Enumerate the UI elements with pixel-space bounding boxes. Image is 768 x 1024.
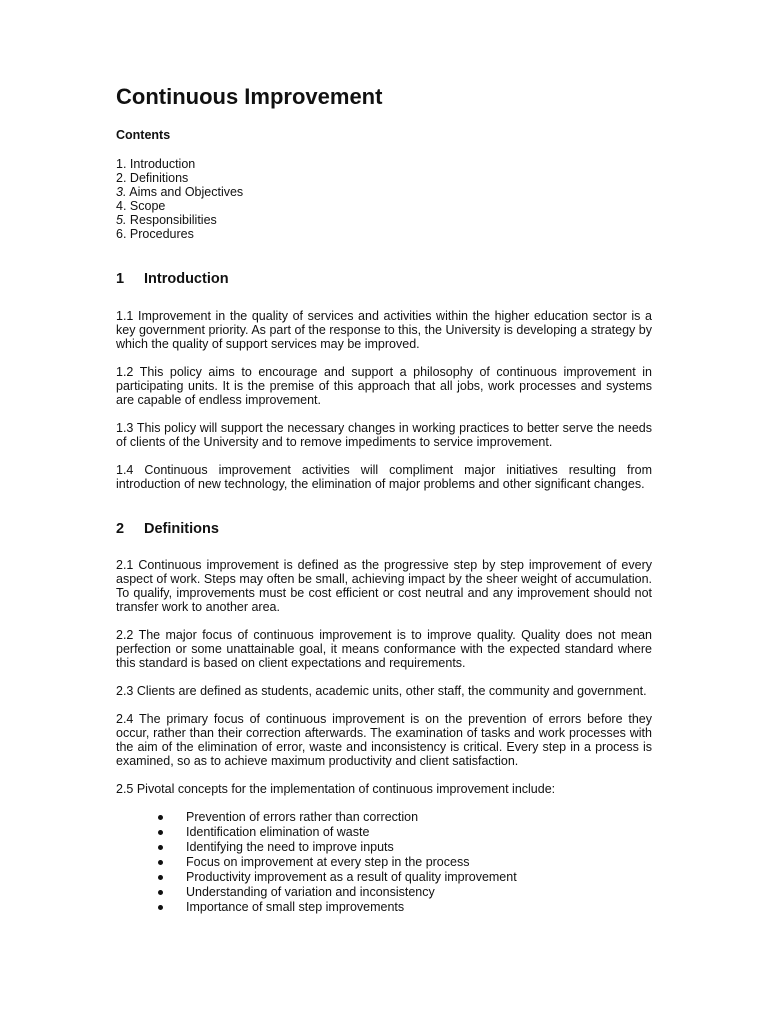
bullet-item	[158, 900, 652, 915]
toc-item-number: 6.	[116, 227, 127, 242]
toc-item-label: Procedures	[129, 227, 194, 242]
bullet-icon	[158, 860, 163, 865]
paragraph: 1.1 Improvement in the quality of services and activities within the higher education sector is a key government priority. As part of the response to this, the University is developing a strategy by which the quality of support services may be improved.	[116, 308, 652, 351]
bullet-item	[158, 810, 652, 825]
bullet-icon	[158, 890, 163, 895]
toc-item-number: 2.	[116, 171, 127, 186]
toc-item-number: 4.	[116, 199, 127, 214]
bullet-icon	[158, 815, 163, 820]
section-spacer	[116, 505, 652, 521]
section-title: Introduction	[144, 271, 229, 288]
toc-item-number: 3.	[116, 185, 127, 200]
bullet-icon	[158, 830, 163, 835]
section-introduction	[116, 271, 652, 490]
toc-item-label: Responsibilities	[129, 213, 217, 228]
paragraph: 2.3 Clients are defined as students, academic units, other staff, the community and government.	[116, 684, 647, 699]
toc-item-number: 5.	[116, 213, 127, 228]
paragraph: 2.1 Continuous improvement is defined as the progressive step by step improvement of every aspect of work. Steps may often be small, achieving impact by the sheer weight of accumulation. To qualify, improvements must be cost efficient or cost neutral and any improvement should not transfer work to another area.	[116, 558, 652, 615]
bullet-item	[158, 825, 652, 840]
toc-item-label: Introduction	[129, 157, 196, 172]
bullet-list	[116, 810, 652, 915]
section-heading	[116, 521, 652, 538]
paragraph: 1.3 This policy will support the necessary changes in working practices to better serve the needs of clients of the University and to remove impediments to service improvement.	[116, 420, 652, 449]
toc-item	[116, 199, 652, 213]
bullet-icon	[158, 845, 163, 850]
paragraph: 2.4 The primary focus of continuous improvement is on the prevention of errors before they occur, rather than their correction afterwards. The examination of tasks and work processes with the aim of the elimination of error, waste and inconsistency is critical. Every step in a process is examined, so as to achieve maximum productivity and client satisfaction.	[116, 712, 652, 769]
bullet-text: Prevention of errors rather than correction	[186, 810, 419, 825]
paragraph: 2.5 Pivotal concepts for the implementation of continuous improvement include:	[116, 782, 556, 797]
document-title: Continuous Improvement	[116, 84, 383, 109]
bullet-text: Importance of small step improvements	[186, 900, 405, 915]
toc-item-label: Scope	[129, 199, 166, 214]
table-of-contents	[116, 157, 652, 241]
toc-item	[116, 171, 652, 185]
contents-heading: Contents	[116, 128, 171, 143]
toc-item	[116, 213, 652, 227]
bullet-text: Identification elimination of waste	[186, 825, 370, 840]
bullet-item	[158, 840, 652, 855]
section-number: 1	[116, 271, 125, 288]
bullet-text: Focus on improvement at every step in the process	[186, 855, 470, 870]
bullet-item	[158, 855, 652, 870]
bullet-item	[158, 885, 652, 900]
bullet-icon	[158, 905, 163, 910]
section-heading	[116, 271, 652, 288]
toc-item-label: Definitions	[129, 171, 189, 186]
section-title: Definitions	[144, 520, 219, 537]
section-definitions	[116, 521, 652, 915]
toc-item	[116, 185, 652, 199]
bullet-item	[158, 870, 652, 885]
bullet-text: Productivity improvement as a result of quality improvement	[186, 870, 517, 885]
section-number: 2	[116, 520, 125, 537]
toc-item	[116, 227, 652, 241]
bullet-text: Understanding of variation and inconsistency	[186, 885, 435, 900]
bullet-icon	[158, 875, 163, 880]
bullet-text: Identifying the need to improve inputs	[186, 840, 394, 855]
paragraph: 2.2 The major focus of continuous improvement is to improve quality. Quality does not mean perfection or some unattainable goal, it means conformance with the expected standard where this standard is based on client expectations and requirements.	[116, 628, 652, 671]
toc-item-label: Aims and Objectives	[129, 185, 244, 200]
paragraph: 1.4 Continuous improvement activities will compliment major initiatives resulting from introduction of new technology, the elimination of major problems and other significant changes.	[116, 462, 652, 491]
toc-item-number: 1.	[116, 157, 127, 172]
paragraph: 1.2 This policy aims to encourage and support a philosophy of continuous improvement in participating units. It is the premise of this approach that all jobs, work processes and systems are capable of endless improvement.	[116, 364, 652, 407]
toc-item	[116, 157, 652, 171]
